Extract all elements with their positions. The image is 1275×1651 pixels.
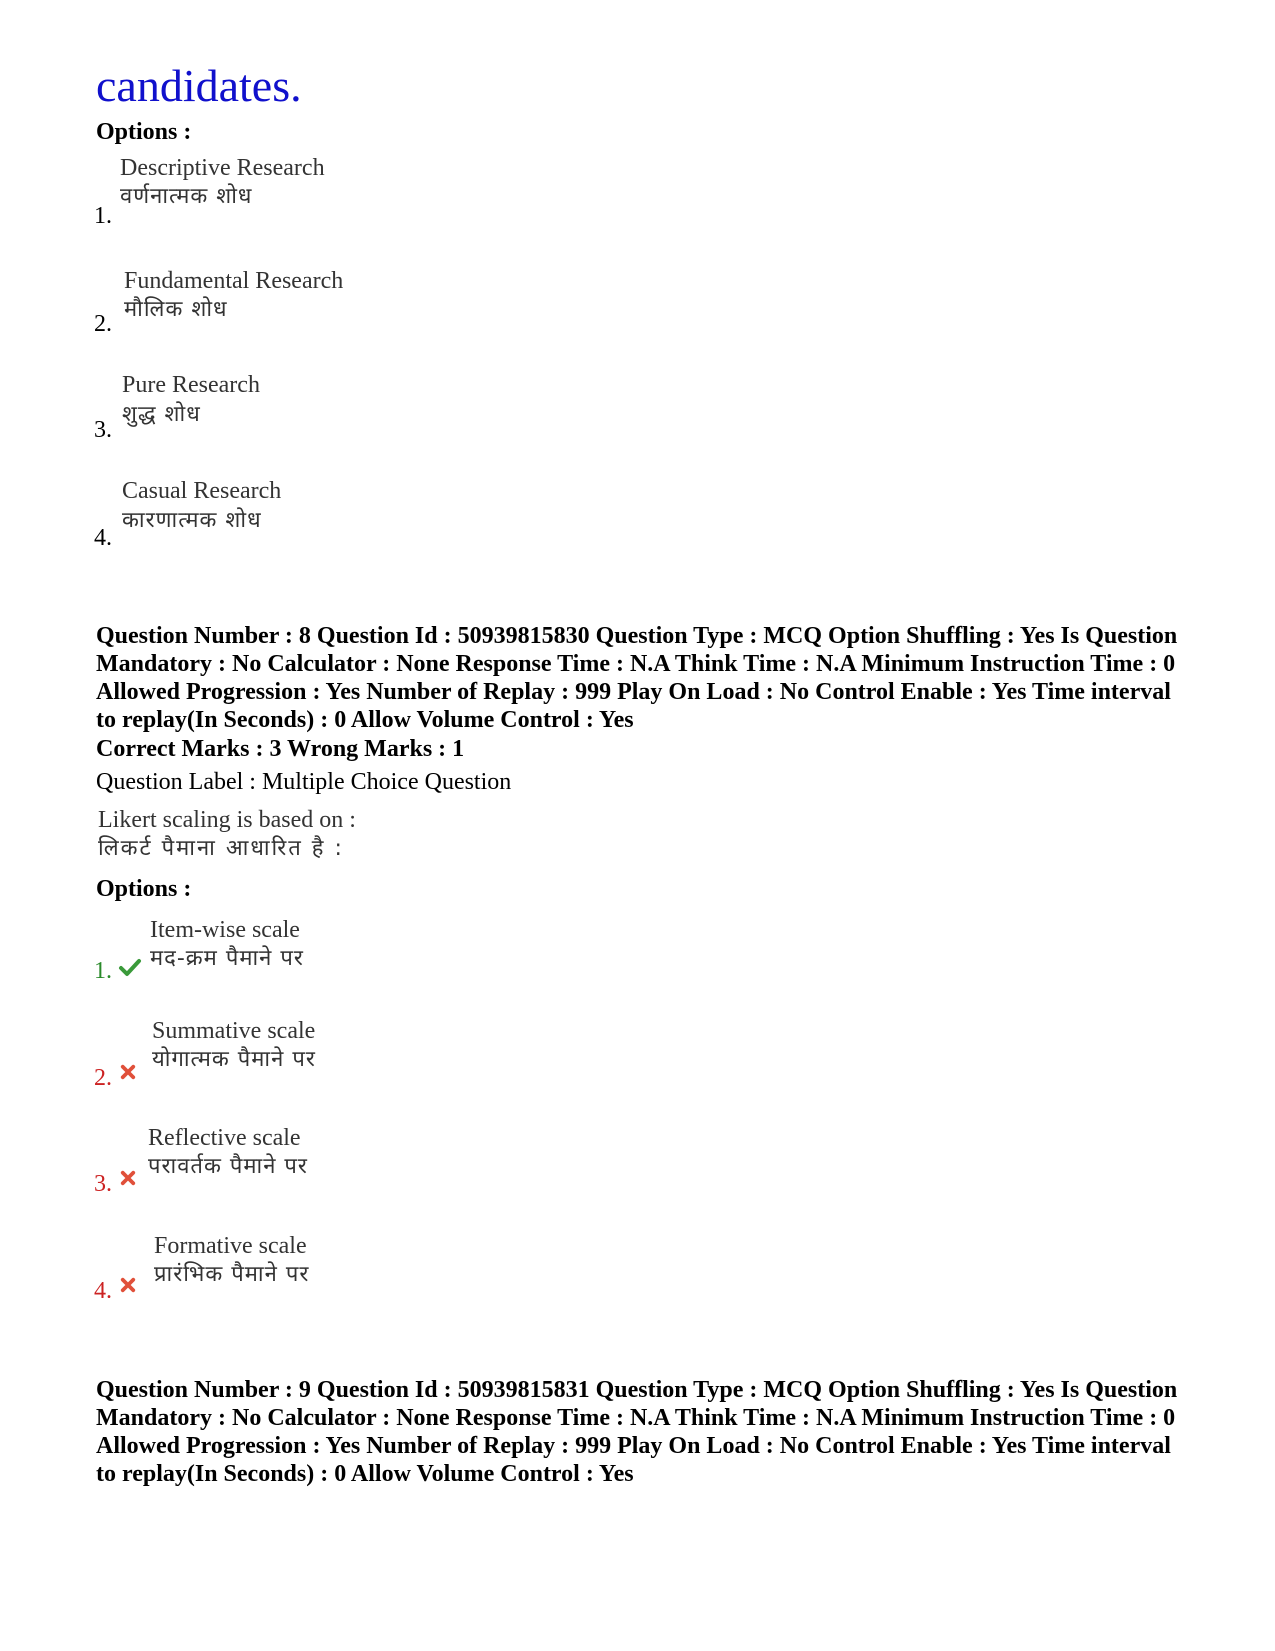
option-number: 3. — [94, 1171, 112, 1197]
continuation-text: candidates. — [96, 60, 302, 111]
option-number: 4. — [94, 525, 112, 551]
option-text-hi: वर्णनात्मक शोध — [120, 184, 253, 209]
question-8-marks: Correct Marks : 3 Wrong Marks : 1 — [96, 736, 465, 762]
option-text-hi: कारणात्मक शोध — [122, 508, 262, 533]
cross-icon — [119, 1276, 137, 1294]
option-text-en: Descriptive Research — [120, 155, 325, 181]
question-8-label: Question Label : Multiple Choice Question — [96, 769, 512, 795]
option-text-en: Summative scale — [152, 1018, 316, 1044]
option-text-hi: योगात्मक पैमाने पर — [152, 1047, 316, 1072]
option-number: 2. — [94, 1065, 112, 1091]
option-text-en: Fundamental Research — [124, 268, 344, 294]
option-text-en: Casual Research — [122, 478, 282, 504]
option-number: 1. — [94, 958, 112, 984]
option-text-hi: परावर्तक पैमाने पर — [148, 1154, 308, 1179]
cross-icon — [119, 1063, 137, 1081]
option-number: 4. — [94, 1278, 112, 1304]
option-text-hi: मौलिक शोध — [124, 297, 228, 322]
question-9-meta: Question Number : 9 Question Id : 50939815831 Question Type : MCQ Option Shuffling : Yes Is Question Mandatory : No Calculator : None Response Time : N.A Think Time : N.A Minimum Instruction Time : 0 Allowed Progression : Yes Number of Replay : 999 Play On Load : No Control Enable : Yes Time interval to replay(In Seconds) : 0 Allow Volume Control : Yes — [96, 1377, 1178, 1487]
option-text-hi: मद-क्रम पैमाने पर — [150, 946, 304, 971]
question-8-options-label: Options : — [96, 876, 192, 902]
options-label: Options : — [96, 119, 192, 145]
question-8-text-en: Likert scaling is based on : — [98, 807, 356, 833]
question-8-text-hi: लिकर्ट पैमाना आधारित है : — [98, 836, 344, 861]
check-icon — [118, 955, 142, 979]
option-text-en: Item-wise scale — [150, 917, 300, 943]
option-text-en: Pure Research — [122, 372, 260, 398]
option-text-en: Formative scale — [154, 1233, 307, 1259]
option-text-en: Reflective scale — [148, 1125, 301, 1151]
option-text-hi: शुद्ध शोध — [122, 402, 201, 427]
option-text-hi: प्रारंभिक पैमाने पर — [154, 1262, 310, 1287]
cross-icon — [119, 1169, 137, 1187]
option-number: 1. — [94, 203, 112, 229]
question-8-meta: Question Number : 8 Question Id : 50939815830 Question Type : MCQ Option Shuffling : Yes Is Question Mandatory : No Calculator : None Response Time : N.A Think Time : N.A Minimum Instruction Time : 0 Allowed Progression : Yes Number of Replay : 999 Play On Load : No Control Enable : Yes Time interval to replay(In Seconds) : 0 Allow Volume Control : Yes — [96, 623, 1178, 733]
option-number: 3. — [94, 417, 112, 443]
option-number: 2. — [94, 311, 112, 337]
